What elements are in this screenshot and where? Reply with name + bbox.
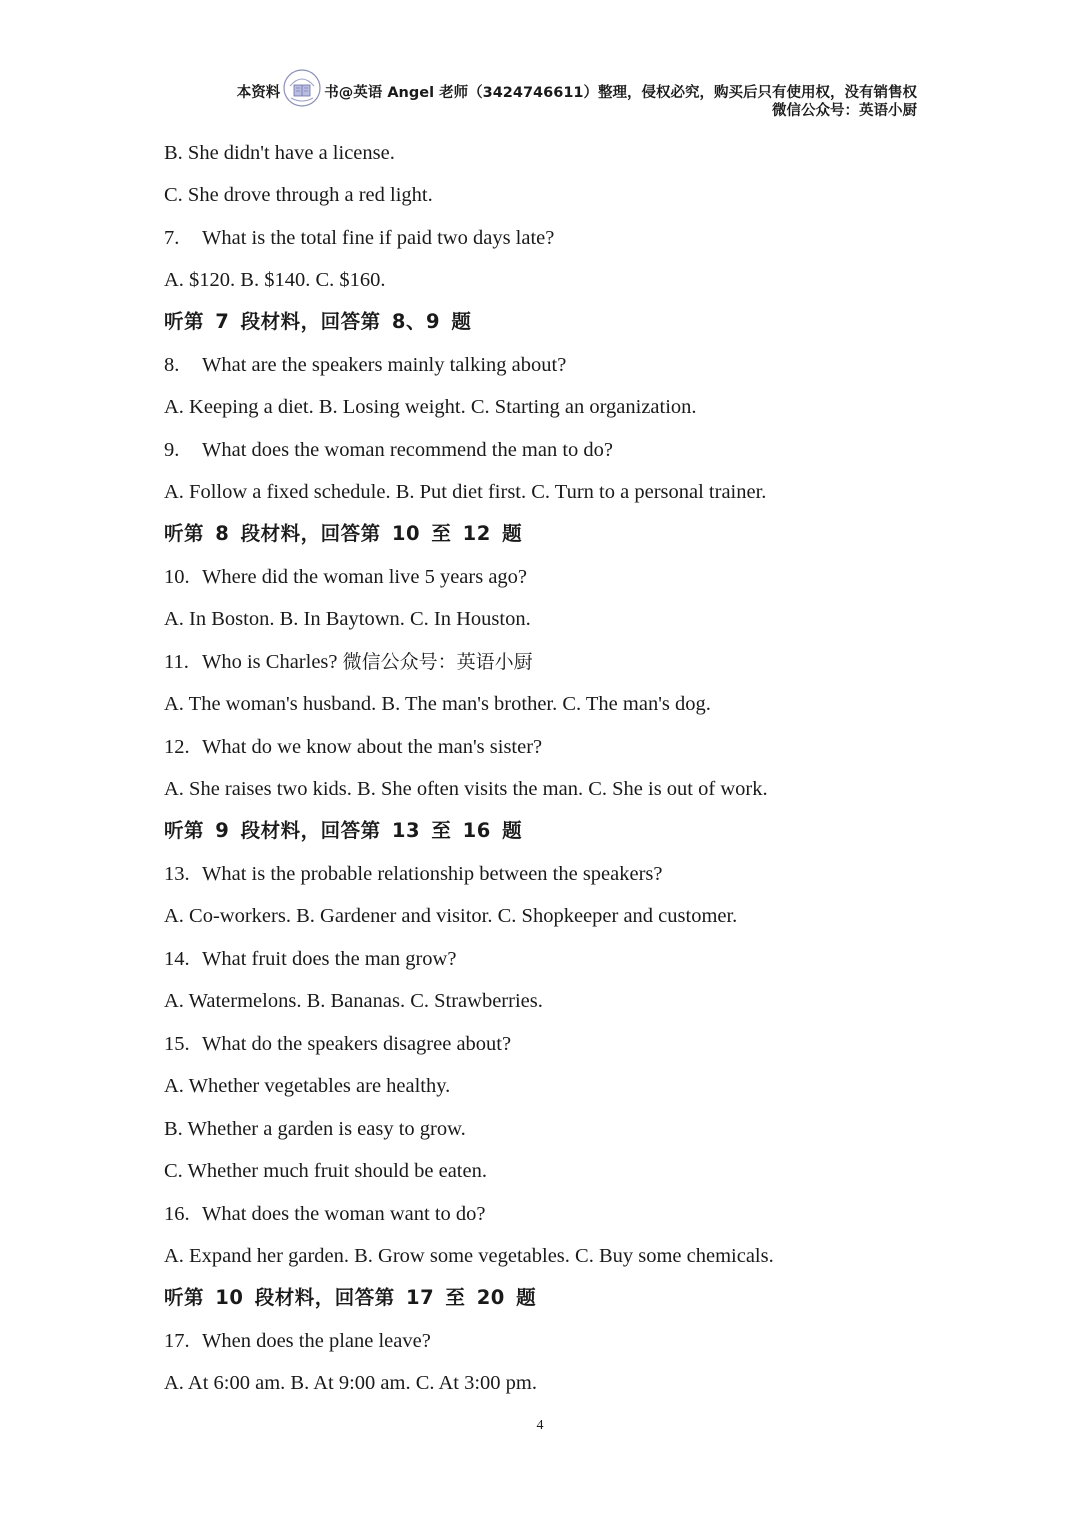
header-name: Angel <box>382 85 440 101</box>
question-number: 9. <box>164 439 180 461</box>
question-number: 13. <box>164 863 190 885</box>
question-text: What does the woman want to do? <box>202 1203 486 1225</box>
question-17 <box>164 1328 431 1354</box>
question-15 <box>164 1031 511 1057</box>
header-prefix: 本资料 <box>236 85 281 101</box>
question-text: What does the woman recommend the man to do? <box>202 439 614 461</box>
q9-options: A. Follow a fixed schedule. B. Put diet first. C. Turn to a personal trainer. <box>164 481 767 503</box>
question-number: 17. <box>164 1330 190 1352</box>
header-rest: 老师（3424746611）整理，侵权必究，购买后只有使用权，没有销售权 <box>439 85 917 101</box>
question-text: What do the speakers disagree about? <box>202 1033 512 1055</box>
page-header <box>160 78 917 124</box>
q15-option-c: C. Whether much fruit should be eaten. <box>164 1160 487 1182</box>
section-heading-9: 听第 9 段材料，回答第 13 至 16 题 <box>164 819 523 842</box>
publisher-logo <box>282 68 322 108</box>
q17-options: A. At 6:00 am. B. At 9:00 am. C. At 3:00 pm. <box>164 1372 538 1394</box>
question-number: 12. <box>164 736 190 758</box>
question-10 <box>164 564 527 590</box>
question-text: When does the plane leave? <box>202 1330 431 1352</box>
question-9 <box>164 437 613 463</box>
q6-option-c: C. She drove through a red light. <box>164 184 433 206</box>
question-12 <box>164 734 542 760</box>
q7-options: A. $120. B. $140. C. $160. <box>164 269 386 291</box>
q12-options: A. She raises two kids. B. She often visits the man. C. She is out of work. <box>164 778 768 800</box>
question-text: What do we know about the man's sister? <box>202 736 543 758</box>
question-number: 11. <box>164 651 189 673</box>
section-heading-10: 听第 10 段材料，回答第 17 至 20 题 <box>164 1286 537 1309</box>
q10-options: A. In Boston. B. In Baytown. C. In Houston. <box>164 608 531 630</box>
question-14 <box>164 946 456 972</box>
section-heading-8: 听第 8 段材料，回答第 10 至 12 题 <box>164 522 523 545</box>
question-11 <box>164 649 533 675</box>
question-number: 7. <box>164 227 180 249</box>
question-number: 10. <box>164 566 190 588</box>
question-number: 8. <box>164 354 180 376</box>
question-8 <box>164 352 566 378</box>
question-7 <box>164 225 554 251</box>
question-number: 16. <box>164 1203 190 1225</box>
question-number: 14. <box>164 948 190 970</box>
question-text: What fruit does the man grow? <box>202 948 457 970</box>
q15-option-a: A. Whether vegetables are healthy. <box>164 1075 451 1097</box>
question-text: What are the speakers mainly talking about? <box>202 354 567 376</box>
q13-options: A. Co-workers. B. Gardener and visitor. C. Shopkeeper and customer. <box>164 905 738 927</box>
q6-option-b: B. She didn't have a license. <box>164 142 395 164</box>
header-mid: 书@英语 <box>324 85 383 101</box>
q15-option-b: B. Whether a garden is easy to grow. <box>164 1118 466 1140</box>
wechat-watermark: 微信公众号：英语小厨 <box>342 651 533 673</box>
question-text: What is the total fine if paid two days late? <box>202 227 555 249</box>
question-text: What is the probable relationship between the speakers? <box>202 863 663 885</box>
q11-options: A. The woman's husband. B. The man's brother. C. The man's dog. <box>164 693 711 715</box>
question-number: 15. <box>164 1033 190 1055</box>
page-number: 4 <box>536 1418 544 1433</box>
q16-options: A. Expand her garden. B. Grow some vegetables. C. Buy some chemicals. <box>164 1245 774 1267</box>
question-text: Where did the woman live 5 years ago? <box>202 566 528 588</box>
wechat-account: 微信公众号：英语小厨 <box>772 103 917 119</box>
q14-options: A. Watermelons. B. Bananas. C. Strawberries. <box>164 990 543 1012</box>
question-text: Who is Charles? <box>202 651 343 673</box>
section-heading-7: 听第 7 段材料，回答第 8、9 题 <box>164 310 472 333</box>
question-16 <box>164 1201 486 1227</box>
question-13 <box>164 861 663 887</box>
q8-options: A. Keeping a diet. B. Losing weight. C. Starting an organization. <box>164 396 697 418</box>
